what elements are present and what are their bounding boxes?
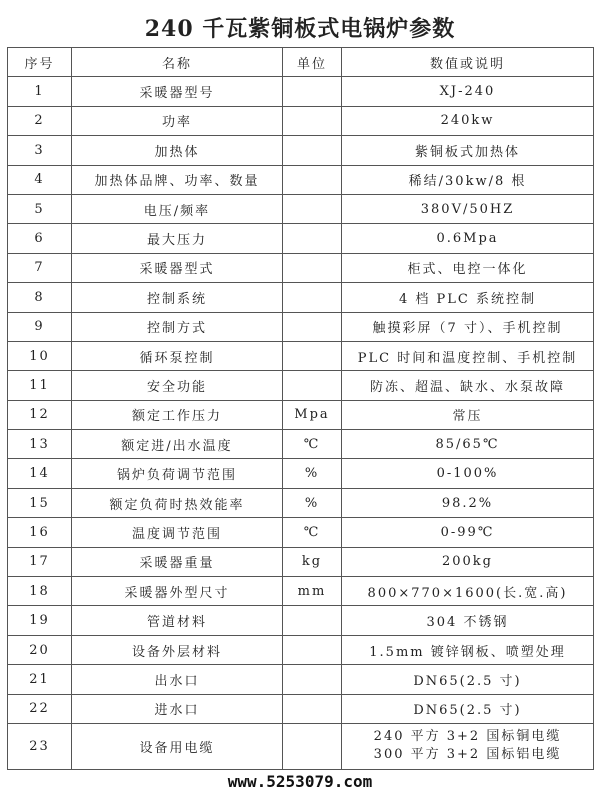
cell-value: 85/65℃ <box>342 430 594 459</box>
cell-no: 9 <box>8 312 72 341</box>
cell-value: 4 档 PLC 系统控制 <box>342 283 594 312</box>
cell-unit <box>283 283 342 312</box>
cell-unit <box>283 665 342 694</box>
cell-unit <box>283 136 342 165</box>
cell-value: 800×770×1600(长.宽.高) <box>342 577 594 606</box>
cell-no: 4 <box>8 165 72 194</box>
cell-value: 触摸彩屏（7 寸）、手机控制 <box>342 312 594 341</box>
cell-no: 6 <box>8 224 72 253</box>
cell-no: 18 <box>8 577 72 606</box>
cell-unit <box>283 165 342 194</box>
cell-value-line: 240 平方 3+2 国标铜电缆 <box>373 729 562 745</box>
table-row <box>8 312 594 341</box>
cell-unit <box>283 106 342 135</box>
table-header-row <box>8 48 594 77</box>
table-row <box>8 488 594 517</box>
table-row <box>8 459 594 488</box>
document-title: 240 千瓦紫铜板式电锅炉参数 <box>144 16 456 42</box>
cell-name: 采暖器型式 <box>72 253 283 282</box>
table-row <box>8 194 594 223</box>
cell-name: 采暖器型号 <box>72 77 283 106</box>
cell-no: 21 <box>8 665 72 694</box>
cell-name: 循环泵控制 <box>72 341 283 370</box>
cell-value: 380V/50HZ <box>342 194 594 223</box>
parameter-table <box>7 47 594 770</box>
cell-name: 设备用电缆 <box>72 723 283 769</box>
cell-unit <box>283 224 342 253</box>
cell-name: 额定工作压力 <box>72 400 283 429</box>
cell-name: 管道材料 <box>72 606 283 635</box>
cell-no: 19 <box>8 606 72 635</box>
cell-unit: % <box>283 459 342 488</box>
cell-value: 1.5mm 镀锌钢板、喷塑处理 <box>342 635 594 664</box>
cell-no: 22 <box>8 694 72 723</box>
cell-value: 304 不锈钢 <box>342 606 594 635</box>
cell-no: 12 <box>8 400 72 429</box>
table-row <box>8 518 594 547</box>
table-row <box>8 165 594 194</box>
table-row <box>8 253 594 282</box>
cell-no: 20 <box>8 635 72 664</box>
cell-name: 设备外层材料 <box>72 635 283 664</box>
table-row <box>8 283 594 312</box>
website-watermark: www.5253079.com <box>227 772 373 791</box>
cell-name: 加热体 <box>72 136 283 165</box>
cell-no: 5 <box>8 194 72 223</box>
table-row <box>8 665 594 694</box>
cell-unit: ℃ <box>283 430 342 459</box>
cell-value: 0.6Mpa <box>342 224 594 253</box>
cell-name: 温度调节范围 <box>72 518 283 547</box>
table-row <box>8 371 594 400</box>
table-row <box>8 577 594 606</box>
cell-unit: % <box>283 488 342 517</box>
cell-no: 10 <box>8 341 72 370</box>
cell-unit <box>283 341 342 370</box>
cell-name: 控制方式 <box>72 312 283 341</box>
table-row <box>8 694 594 723</box>
cell-no: 2 <box>8 106 72 135</box>
header-name: 名称 <box>72 48 283 77</box>
cell-value: DN65(2.5 寸) <box>342 665 594 694</box>
cell-no: 16 <box>8 518 72 547</box>
cell-name: 安全功能 <box>72 371 283 400</box>
cell-value: 240kw <box>342 106 594 135</box>
table-row <box>8 77 594 106</box>
cell-no: 11 <box>8 371 72 400</box>
cell-no: 8 <box>8 283 72 312</box>
cell-value: 200kg <box>342 547 594 576</box>
table-row <box>8 341 594 370</box>
cell-value: 紫铜板式加热体 <box>342 136 594 165</box>
cell-no: 15 <box>8 488 72 517</box>
cell-name: 电压/频率 <box>72 194 283 223</box>
cell-no: 17 <box>8 547 72 576</box>
cell-unit <box>283 723 342 769</box>
cell-no: 1 <box>8 77 72 106</box>
cell-unit <box>283 694 342 723</box>
cell-name: 采暖器重量 <box>72 547 283 576</box>
cell-unit: Mpa <box>283 400 342 429</box>
cell-no: 23 <box>8 723 72 769</box>
cell-no: 3 <box>8 136 72 165</box>
cell-value-line: 300 平方 3+2 国标铝电缆 <box>373 747 562 763</box>
cell-name: 功率 <box>72 106 283 135</box>
cell-value: 柜式、电控一体化 <box>342 253 594 282</box>
table-row <box>8 400 594 429</box>
header-no: 序号 <box>8 48 72 77</box>
table-row <box>8 723 594 769</box>
cell-name: 采暖器外型尺寸 <box>72 577 283 606</box>
cell-unit <box>283 77 342 106</box>
cell-value: 防冻、超温、缺水、水泵故障 <box>342 371 594 400</box>
cell-unit <box>283 606 342 635</box>
cell-name: 额定负荷时热效能率 <box>72 488 283 517</box>
cell-unit: mm <box>283 577 342 606</box>
cell-unit: kg <box>283 547 342 576</box>
cell-unit <box>283 371 342 400</box>
table-row <box>8 224 594 253</box>
cell-name: 加热体品牌、功率、数量 <box>72 165 283 194</box>
cell-name: 控制系统 <box>72 283 283 312</box>
cell-no: 14 <box>8 459 72 488</box>
cell-value: DN65(2.5 寸) <box>342 694 594 723</box>
cell-name: 额定进/出水温度 <box>72 430 283 459</box>
cell-unit <box>283 253 342 282</box>
table-row <box>8 136 594 165</box>
cell-no: 7 <box>8 253 72 282</box>
cell-name: 锅炉负荷调节范围 <box>72 459 283 488</box>
cell-name: 出水口 <box>72 665 283 694</box>
cell-value: 98.2% <box>342 488 594 517</box>
cell-value: 0-100% <box>342 459 594 488</box>
table-row <box>8 430 594 459</box>
header-value: 数值或说明 <box>342 48 594 77</box>
cell-value: 常压 <box>342 400 594 429</box>
table-row <box>8 547 594 576</box>
cell-unit <box>283 635 342 664</box>
cell-name: 进水口 <box>72 694 283 723</box>
cell-no: 13 <box>8 430 72 459</box>
cell-value: 稀结/30kw/8 根 <box>342 165 594 194</box>
table-row <box>8 635 594 664</box>
table-row <box>8 106 594 135</box>
cell-value: XJ-240 <box>342 77 594 106</box>
cell-value: PLC 时间和温度控制、手机控制 <box>342 341 594 370</box>
table-row <box>8 606 594 635</box>
cell-unit <box>283 194 342 223</box>
cell-value <box>342 723 594 769</box>
header-unit: 单位 <box>283 48 342 77</box>
cell-unit <box>283 312 342 341</box>
cell-value: 0-99℃ <box>342 518 594 547</box>
cell-unit: ℃ <box>283 518 342 547</box>
cell-name: 最大压力 <box>72 224 283 253</box>
